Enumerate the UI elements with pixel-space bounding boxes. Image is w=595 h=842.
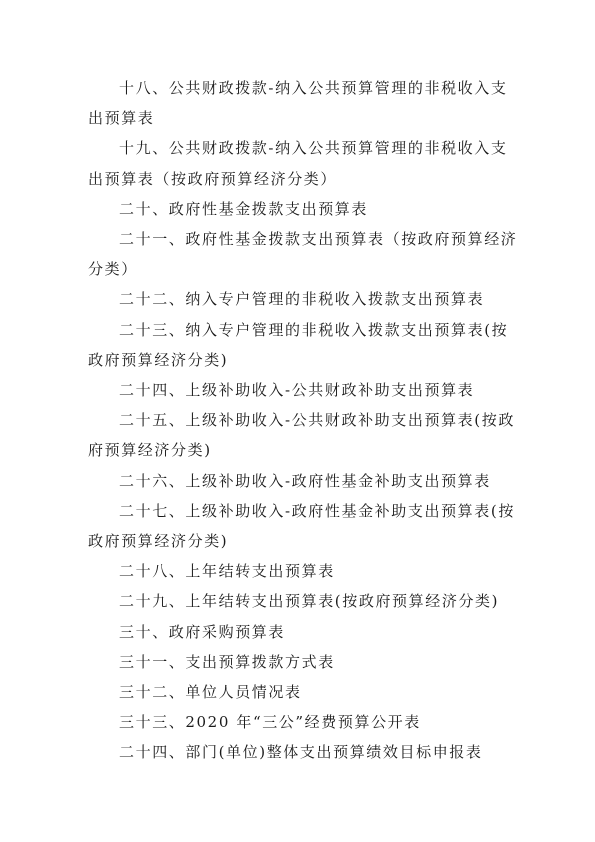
list-item: 二十四、上级补助收入-公共财政补助支出预算表 bbox=[119, 381, 475, 400]
list-item: 二十、政府性基金拨款支出预算表 bbox=[119, 199, 369, 218]
list-item: 二十六、上级补助收入-政府性基金补助支出预算表 bbox=[119, 471, 491, 490]
list-item: 二十八、上年结转支出预算表 bbox=[119, 562, 335, 581]
table-of-contents-list bbox=[88, 73, 520, 768]
list-item: 二十五、上级补助收入-公共财政补助支出预算表(按政府预算经济分类) bbox=[88, 411, 515, 460]
list-item: 三十一、支出预算拨款方式表 bbox=[119, 652, 335, 671]
list-item: 二十一、政府性基金拨款支出预算表（按政府预算经济分类） bbox=[88, 230, 518, 279]
list-item: 十八、公共财政拨款-纳入公共预算管理的非税收入支出预算表 bbox=[88, 79, 508, 128]
list-item: 三十三、2020 年“三公”经费预算公开表 bbox=[119, 713, 421, 732]
list-item: 二十七、上级补助收入-政府性基金补助支出预算表(按政府预算经济分类) bbox=[88, 501, 515, 551]
list-item: 二十二、纳入专户管理的非税收入拨款支出预算表 bbox=[119, 290, 485, 309]
list-item: 三十二、单位人员情况表 bbox=[119, 683, 302, 702]
list-item: 二十九、上年结转支出预算表(按政府预算经济分类) bbox=[119, 592, 500, 611]
list-item: 三十、政府采购预算表 bbox=[119, 622, 286, 641]
list-item: 十九、公共财政拨款-纳入公共预算管理的非税收入支出预算表（按政府预算经济分类） bbox=[88, 139, 508, 188]
list-item: 二十四、部门(单位)整体支出预算绩效目标申报表 bbox=[119, 743, 483, 762]
list-item: 二十三、纳入专户管理的非税收入拨款支出预算表(按政府预算经济分类) bbox=[88, 320, 509, 369]
